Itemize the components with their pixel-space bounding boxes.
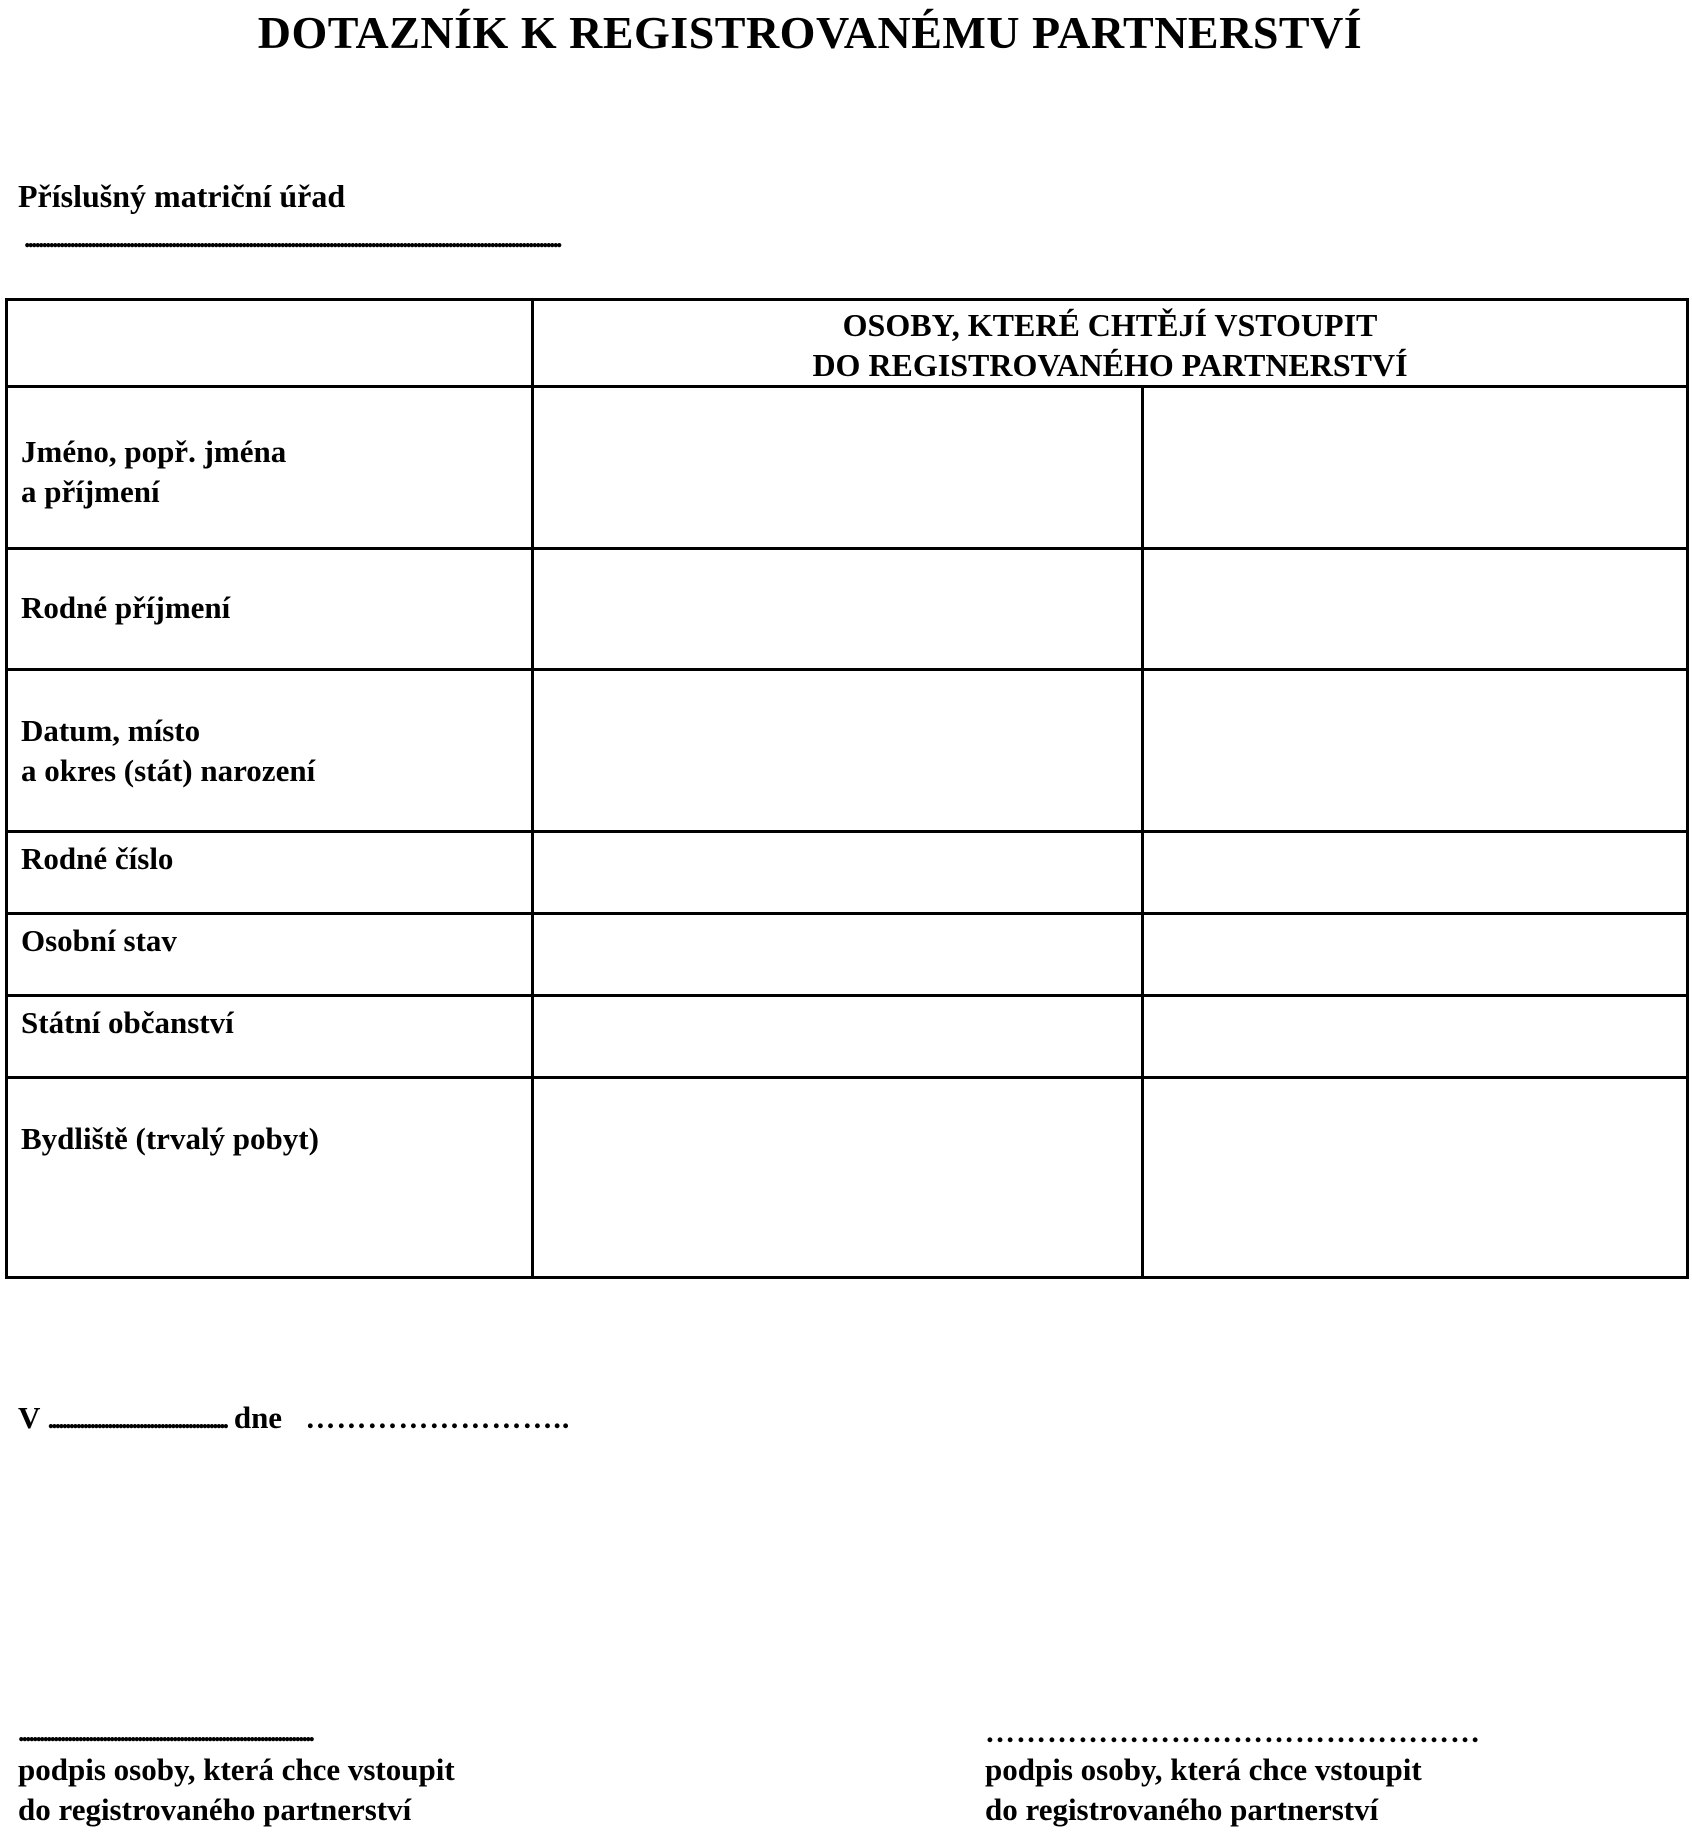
row-label-line: Bydliště (trvalý pobyt): [21, 1121, 319, 1156]
signature-block-right: [985, 1718, 1481, 1830]
row-label-birth-surname: [7, 549, 533, 670]
table-row: [7, 996, 1688, 1078]
signature-field-left[interactable]: ....................................................................................: [18, 1718, 312, 1747]
partner1-birth-number-cell[interactable]: [533, 832, 1143, 914]
row-label-name: [7, 387, 533, 549]
partner1-birth-surname-cell[interactable]: [533, 549, 1143, 670]
place-date-line: [18, 1400, 570, 1436]
row-label-residence: [7, 1078, 533, 1278]
partner2-residence-cell[interactable]: [1143, 1078, 1688, 1278]
partner1-birth-date-place-cell[interactable]: [533, 670, 1143, 832]
place-label: V: [18, 1400, 40, 1435]
partner2-birth-date-place-cell[interactable]: [1143, 670, 1688, 832]
persons-header-line2: DO REGISTROVANÉHO PARTNERSTVÍ: [812, 347, 1408, 383]
persons-header-line1: OSOBY, KTERÉ CHTĚJÍ VSTOUPIT: [842, 307, 1378, 343]
partner1-citizenship-cell[interactable]: [533, 996, 1143, 1078]
registry-office-label: Příslušný matriční úřad: [18, 178, 346, 214]
place-field[interactable]: ...................................................: [47, 1405, 227, 1434]
signature-caption-line: podpis osoby, která chce vstoupit: [985, 1752, 1422, 1787]
table-header-row: [7, 300, 1688, 387]
signature-caption-line: podpis osoby, která chce vstoupit: [18, 1752, 455, 1787]
table-row: [7, 832, 1688, 914]
signature-block-left: [18, 1718, 455, 1830]
row-label-citizenship: [7, 996, 533, 1078]
row-label-line: Státní občanství: [21, 1005, 234, 1040]
registry-office-field[interactable]: .........................................................................................................................................................: [24, 224, 560, 253]
table-row: [7, 387, 1688, 549]
table-row: [7, 670, 1688, 832]
signature-caption-line: do registrovaného partnerství: [18, 1792, 412, 1827]
row-label-line: Osobní stav: [21, 923, 177, 958]
partner2-citizenship-cell[interactable]: [1143, 996, 1688, 1078]
partner2-birth-surname-cell[interactable]: [1143, 549, 1688, 670]
table-row: [7, 1078, 1688, 1278]
partner2-birth-number-cell[interactable]: [1143, 832, 1688, 914]
signature-field-right[interactable]: …………………………………………: [985, 1716, 1481, 1749]
table-row: [7, 914, 1688, 996]
row-label-line: Rodné příjmení: [21, 590, 231, 625]
partner2-marital-status-cell[interactable]: [1143, 914, 1688, 996]
partner1-marital-status-cell[interactable]: [533, 914, 1143, 996]
row-label-birth-date-place: [7, 670, 533, 832]
persons-header: [533, 300, 1688, 387]
date-label: dne: [233, 1400, 283, 1435]
date-field[interactable]: ……………………..: [305, 1402, 571, 1435]
row-label-line: Rodné číslo: [21, 841, 174, 876]
partner1-residence-cell[interactable]: [533, 1078, 1143, 1278]
partners-table: [5, 298, 1689, 1279]
row-label-birth-number: [7, 832, 533, 914]
row-label-line: Jméno, popř. jména: [21, 434, 287, 469]
partner1-name-cell[interactable]: [533, 387, 1143, 549]
row-label-marital-status: [7, 914, 533, 996]
table-row: [7, 549, 1688, 670]
signature-caption-line: do registrovaného partnerství: [985, 1792, 1379, 1827]
header-empty-cell: [7, 300, 533, 387]
partner2-name-cell[interactable]: [1143, 387, 1688, 549]
row-label-line: Datum, místo: [21, 713, 201, 748]
row-label-line: a okres (stát) narození: [21, 753, 316, 788]
row-label-line: a příjmení: [21, 474, 160, 509]
form-title: DOTAZNÍK K REGISTROVANÉMU PARTNERSTVÍ: [257, 7, 1363, 58]
